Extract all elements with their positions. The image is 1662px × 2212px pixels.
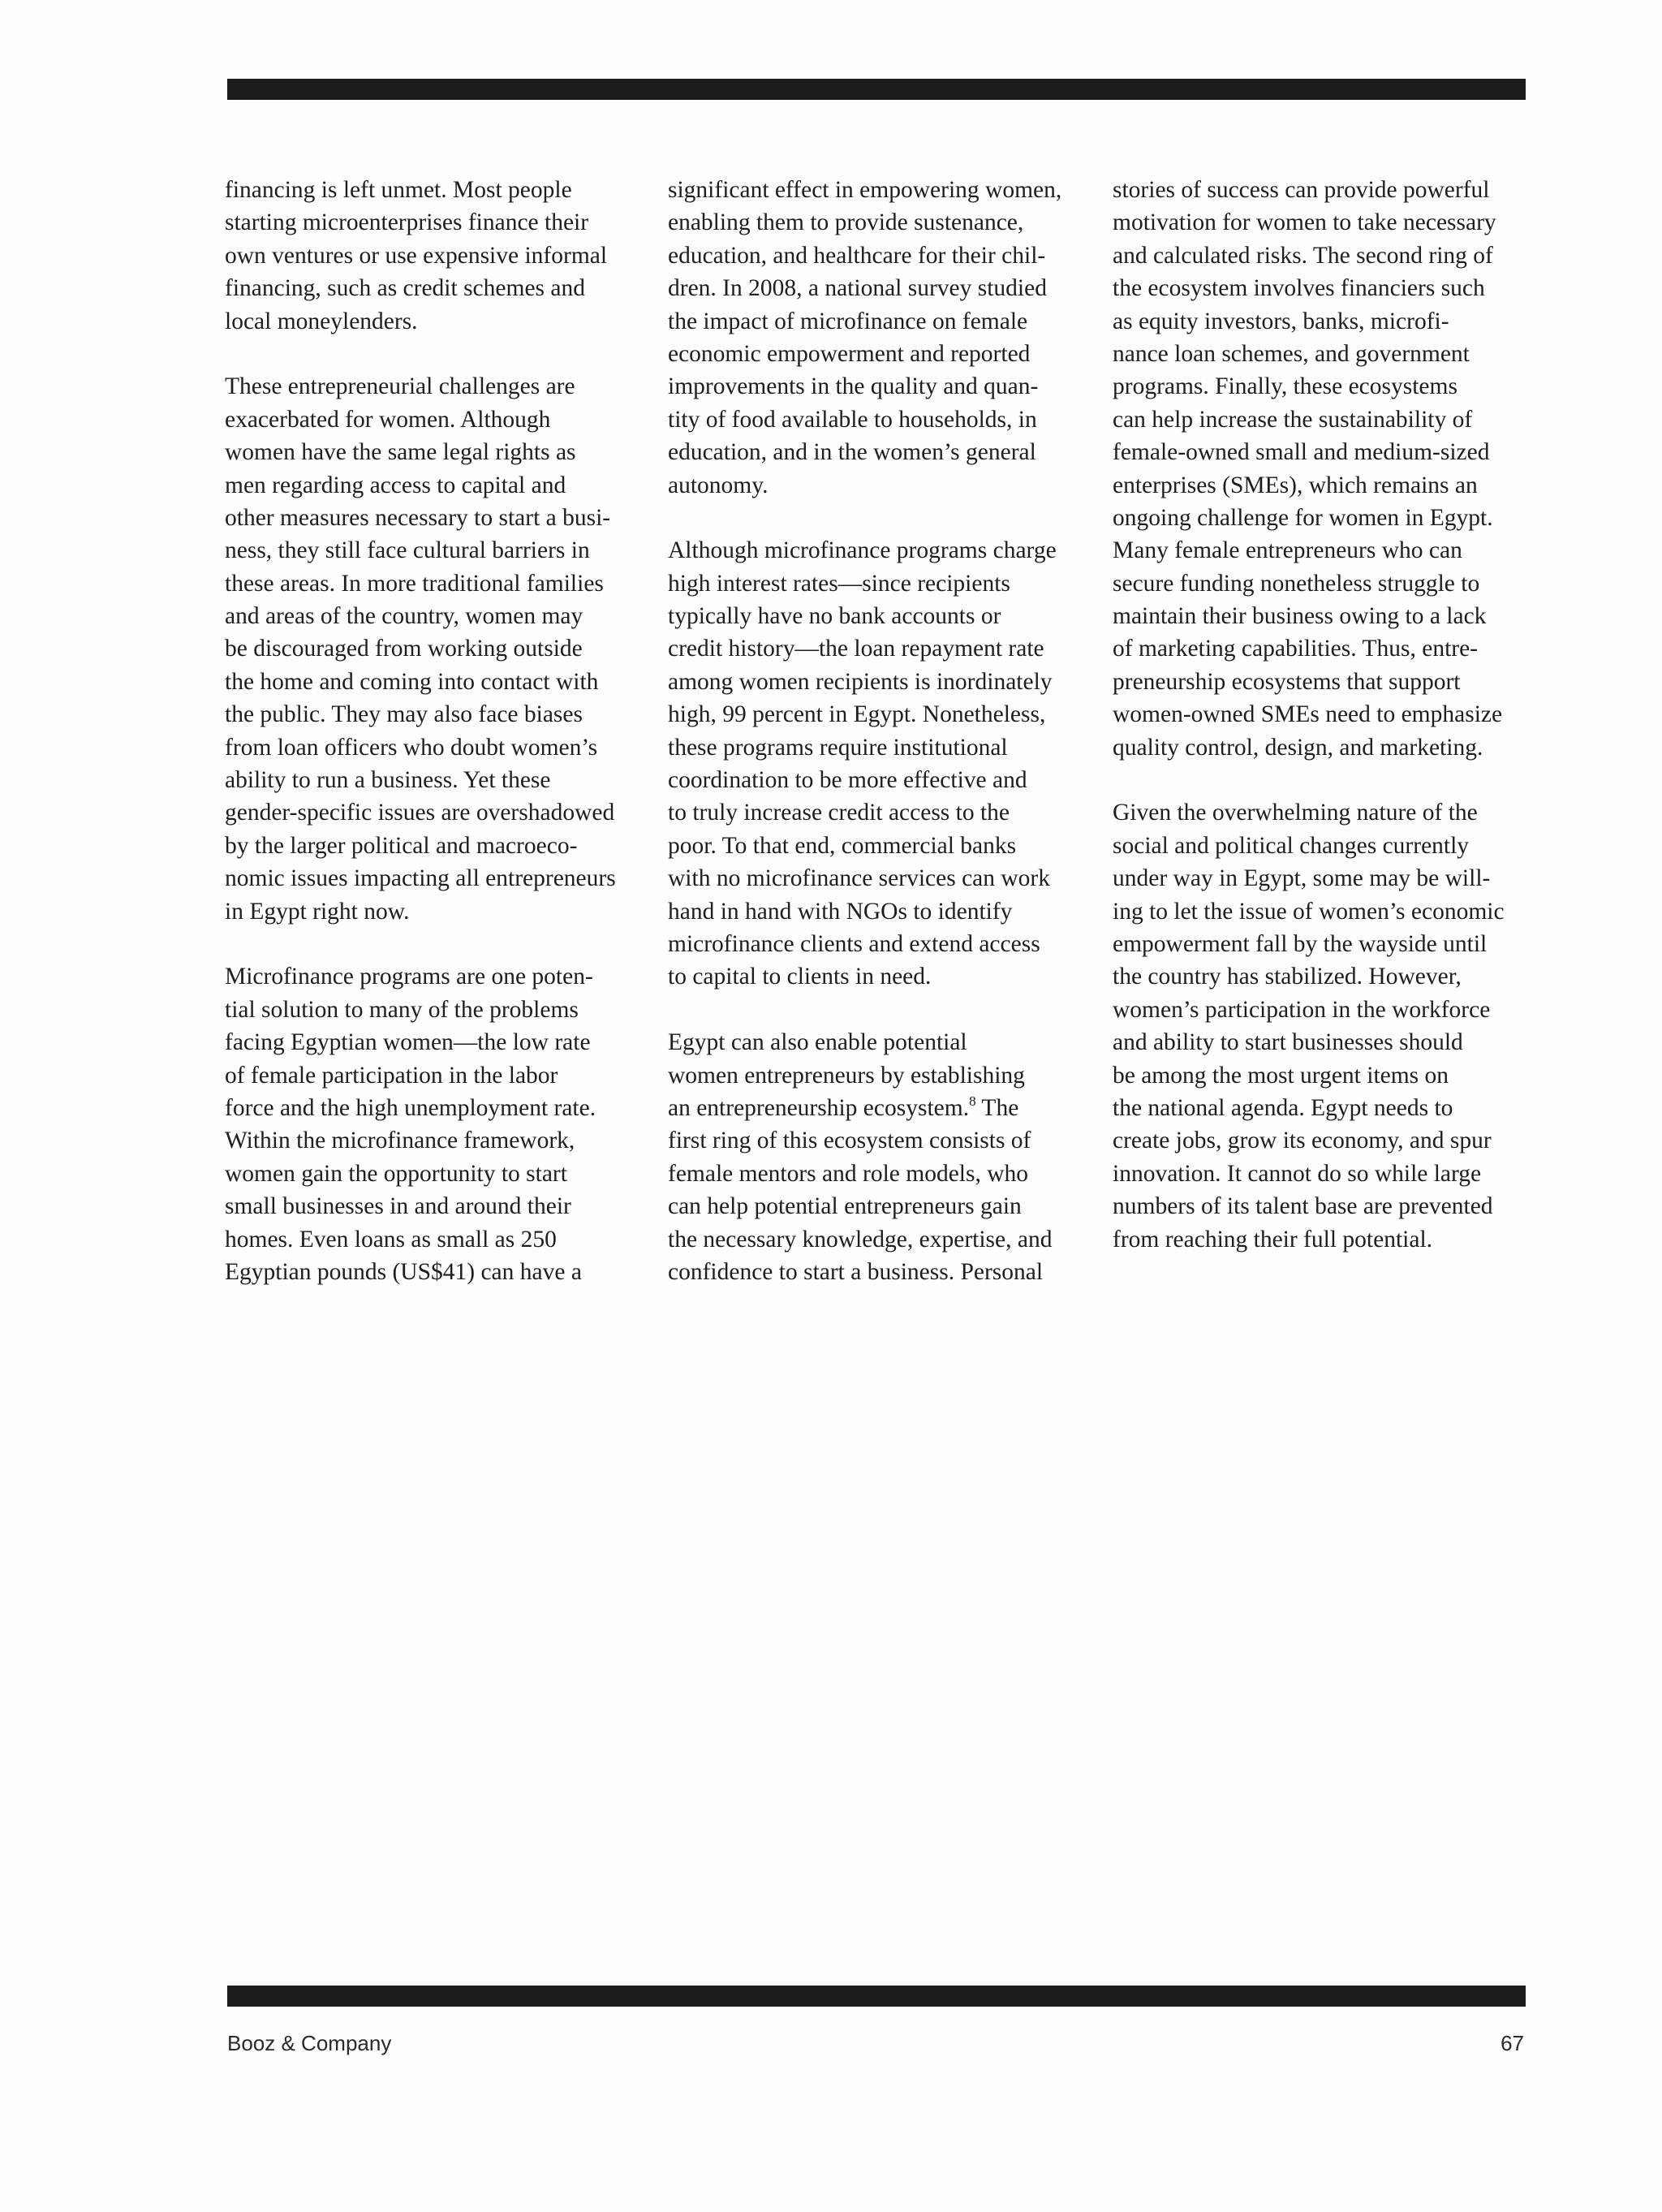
text-line-content: local moneylenders. — [225, 308, 418, 334]
text-line — [1113, 994, 1535, 1026]
text-line — [225, 731, 647, 764]
text-line-content: These entrepreneurial challenges are — [225, 373, 575, 400]
text-line-content: and calculated risks. The second ring of — [1113, 242, 1493, 269]
text-line-content: by the larger political and macroeco- — [225, 832, 578, 859]
text-line-content: numbers of its talent base are prevented — [1113, 1193, 1493, 1220]
text-line — [1113, 1059, 1535, 1092]
text-line-content: female mentors and role models, who — [668, 1160, 1029, 1187]
text-line-content: and ability to start businesses should — [1113, 1029, 1463, 1056]
text-line — [668, 174, 1090, 206]
text-line — [1113, 1223, 1535, 1256]
text-line — [225, 436, 647, 468]
text-line-content: poor. To that end, commercial banks — [668, 832, 1017, 859]
text-line-content: men regarding access to capital and — [225, 472, 566, 498]
text-line — [225, 960, 647, 993]
text-line — [1113, 338, 1535, 370]
text-line — [668, 764, 1090, 796]
text-line — [225, 272, 647, 304]
text-line — [668, 1124, 1090, 1157]
footer-page-number: 67 — [1501, 2031, 1524, 2055]
text-line-content: be discouraged from working outside — [225, 636, 583, 662]
text-line — [1113, 960, 1535, 993]
text-line — [668, 731, 1090, 764]
text-line-content: typically have no bank accounts or — [668, 603, 1001, 630]
text-line-content: Egypt can also enable potential — [668, 1029, 967, 1056]
text-line-content: an entrepreneurship ecosystem. — [668, 1094, 970, 1121]
text-line — [1113, 830, 1535, 862]
text-line — [1113, 272, 1535, 304]
text-line — [1113, 862, 1535, 895]
text-line-content: education, and healthcare for their chil- — [668, 242, 1046, 269]
text-line — [225, 764, 647, 796]
text-line — [668, 698, 1090, 731]
text-line — [668, 206, 1090, 239]
text-line — [668, 1059, 1090, 1092]
text-line — [225, 1092, 647, 1124]
text-line-content: the ecosystem involves financiers such — [1113, 275, 1485, 302]
text-line — [668, 534, 1090, 567]
text-line — [225, 1158, 647, 1190]
text-line-content: force and the high unemployment rate. — [225, 1094, 596, 1121]
text-line-content: gender-specific issues are overshadowed — [225, 800, 615, 826]
text-line-content: maintain their business owing to a lack — [1113, 603, 1487, 630]
text-line — [225, 469, 647, 502]
text-line-content: ability to run a business. Yet these — [225, 767, 551, 794]
text-line-content: enabling them to provide sustenance, — [668, 209, 1024, 236]
text-line — [1113, 632, 1535, 665]
text-line-content: ongoing challenge for women in Egypt. — [1113, 504, 1493, 531]
text-line-content: nance loan schemes, and government — [1113, 340, 1470, 367]
text-line — [1113, 1124, 1535, 1157]
text-line-content: high interest rates—since recipients — [668, 570, 1010, 597]
text-line-content: quality control, design, and marketing. — [1113, 734, 1483, 761]
text-line — [668, 895, 1090, 928]
text-line — [668, 567, 1090, 600]
text-line — [668, 928, 1090, 960]
footer-publisher: Booz & Company — [227, 2031, 392, 2055]
text-line — [1113, 174, 1535, 206]
text-line-content: innovation. It cannot do so while large — [1113, 1160, 1482, 1187]
text-line-content: the necessary knowledge, expertise, and — [668, 1226, 1053, 1253]
text-line-content: stories of success can provide powerful — [1113, 177, 1490, 203]
text-line-content: women gain the opportunity to start — [225, 1160, 567, 1187]
text-line-content: to capital to clients in need. — [668, 964, 932, 990]
text-line — [1113, 666, 1535, 698]
text-line-content: microfinance clients and extend access — [668, 930, 1040, 957]
text-line — [225, 567, 647, 600]
text-line-content: improvements in the quality and quan- — [668, 373, 1039, 400]
text-line — [225, 796, 647, 829]
text-line-content: women-owned SMEs need to emphasize — [1113, 701, 1503, 728]
text-line-content: motivation for women to take necessary — [1113, 209, 1496, 236]
text-line-content: preneurship ecosystems that support — [1113, 668, 1461, 695]
text-line — [668, 272, 1090, 304]
text-line — [668, 960, 1090, 993]
text-line-content: these areas. In more traditional families — [225, 570, 604, 597]
text-line — [1113, 239, 1535, 272]
text-line — [1113, 731, 1535, 764]
text-line-content: social and political changes currently — [1113, 832, 1470, 859]
text-line-content: the impact of microfinance on female — [668, 308, 1028, 334]
text-line-content: programs. Finally, these ecosystems — [1113, 373, 1457, 400]
text-line — [1113, 370, 1535, 403]
text-line — [668, 469, 1090, 502]
text-line — [225, 1256, 647, 1288]
text-line-content: significant effect in empowering women, — [668, 177, 1062, 203]
text-line-content: tial solution to many of the problems — [225, 996, 579, 1023]
text-line-content: first ring of this ecosystem consists of — [668, 1128, 1031, 1154]
text-line-content: ness, they still face cultural barriers in — [225, 537, 590, 564]
text-line — [1113, 403, 1535, 436]
paragraph-gap — [668, 502, 1090, 534]
text-line — [1113, 469, 1535, 502]
text-line-content: coordination to be more effective and — [668, 767, 1027, 794]
text-column-3 — [1113, 174, 1535, 1256]
text-line-content: the country has stabilized. However, — [1113, 964, 1462, 990]
text-line-content: the home and coming into contact with — [225, 668, 599, 695]
text-line — [1113, 436, 1535, 468]
text-line — [1113, 206, 1535, 239]
text-line — [225, 1026, 647, 1059]
text-line-content: education, and in the women’s general — [668, 439, 1036, 466]
text-line-content: be among the most urgent items on — [1113, 1062, 1449, 1089]
text-line — [225, 895, 647, 928]
text-line-content: women entrepreneurs by establishing — [668, 1062, 1025, 1089]
text-line-content: of female participation in the labor — [225, 1062, 558, 1089]
text-line — [1113, 895, 1535, 928]
text-line — [668, 862, 1090, 895]
text-line — [225, 534, 647, 567]
text-line — [1113, 600, 1535, 632]
text-line-content: credit history—the loan repayment rate — [668, 636, 1044, 662]
text-line — [668, 632, 1090, 665]
text-line — [1113, 1092, 1535, 1124]
text-line-content: among women recipients is inordinately — [668, 668, 1053, 695]
paragraph-gap — [668, 994, 1090, 1026]
paragraph-gap — [1113, 764, 1535, 796]
text-line — [1113, 567, 1535, 600]
text-line-content: the national agenda. Egypt needs to — [1113, 1094, 1453, 1121]
text-line-content: female-owned small and medium-sized — [1113, 439, 1490, 466]
text-line — [225, 239, 647, 272]
text-line — [225, 862, 647, 895]
text-line-content: high, 99 percent in Egypt. Nonetheless, — [668, 701, 1046, 728]
text-line-content: financing is left unmet. Most people — [225, 177, 572, 203]
text-line-content: can help increase the sustainability of — [1113, 406, 1473, 433]
text-line-content: the public. They may also face biases — [225, 701, 583, 728]
text-line — [1113, 1026, 1535, 1059]
text-line-content: from loan officers who doubt women’s — [225, 734, 598, 761]
text-line-content: women have the same legal rights as — [225, 439, 576, 466]
text-line — [668, 1158, 1090, 1190]
text-line-content: in Egypt right now. — [225, 898, 410, 925]
text-line — [1113, 1190, 1535, 1222]
paragraph-gap — [225, 338, 647, 370]
text-line-content: Given the overwhelming nature of the — [1113, 800, 1478, 826]
text-line — [225, 830, 647, 862]
text-line — [1113, 305, 1535, 338]
text-line-content: to truly increase credit access to the — [668, 800, 1010, 826]
text-line — [668, 600, 1090, 632]
text-line — [1113, 502, 1535, 534]
text-line-content: economic empowerment and reported — [668, 340, 1031, 367]
text-line — [1113, 534, 1535, 567]
text-line — [225, 632, 647, 665]
text-column-1 — [225, 174, 647, 1288]
text-line — [225, 994, 647, 1026]
text-line-content: facing Egyptian women—the low rate — [225, 1029, 591, 1056]
text-line — [668, 796, 1090, 829]
text-line-content: Within the microfinance framework, — [225, 1128, 575, 1154]
text-line-content: of marketing capabilities. Thus, entre- — [1113, 636, 1479, 662]
text-line-content: create jobs, grow its economy, and spur — [1113, 1128, 1492, 1154]
text-line-content: tity of food available to households, in — [668, 406, 1037, 433]
text-line-content: secure funding nonetheless struggle to — [1113, 570, 1480, 597]
text-line — [1113, 796, 1535, 829]
text-line — [668, 1092, 1090, 1124]
text-line-content: women’s participation in the workforce — [1113, 996, 1491, 1023]
text-line — [1113, 1158, 1535, 1190]
text-line-content: with no microfinance services can work — [668, 865, 1051, 892]
text-line-content: dren. In 2008, a national survey studied — [668, 275, 1047, 302]
text-line — [225, 1124, 647, 1157]
text-line-content: as equity investors, banks, microfi- — [1113, 308, 1449, 334]
text-column-2 — [668, 174, 1090, 1288]
text-line-content: other measures necessary to start a busi- — [225, 504, 611, 531]
text-line-content: enterprises (SMEs), which remains an — [1113, 472, 1478, 498]
footnote-reference[interactable]: 8 — [969, 1093, 976, 1109]
text-line — [668, 370, 1090, 403]
text-line — [668, 305, 1090, 338]
text-line-continuation: The — [975, 1094, 1019, 1121]
text-line — [225, 403, 647, 436]
text-line-content: financing, such as credit schemes and — [225, 275, 585, 302]
text-line — [1113, 928, 1535, 960]
text-line — [668, 830, 1090, 862]
text-line — [668, 403, 1090, 436]
text-line — [225, 370, 647, 403]
text-line-content: own ventures or use expensive informal — [225, 242, 608, 269]
text-line-content: ing to let the issue of women’s economic — [1113, 898, 1505, 925]
text-line — [668, 1190, 1090, 1222]
text-line — [668, 239, 1090, 272]
text-line-content: exacerbated for women. Although — [225, 406, 551, 433]
text-line — [225, 502, 647, 534]
text-line-content: hand in hand with NGOs to identify — [668, 898, 1013, 925]
text-line-content: nomic issues impacting all entrepreneurs — [225, 865, 616, 892]
text-line — [225, 305, 647, 338]
text-line — [1113, 698, 1535, 731]
text-line-content: Although microfinance programs charge — [668, 537, 1057, 564]
text-line — [225, 1190, 647, 1222]
text-line — [668, 1223, 1090, 1256]
text-line — [668, 666, 1090, 698]
text-line — [225, 1223, 647, 1256]
text-line-content: starting microenterprises finance their — [225, 209, 589, 236]
text-line — [225, 1059, 647, 1092]
text-line-content: homes. Even loans as small as 250 — [225, 1226, 557, 1253]
text-line — [225, 698, 647, 731]
text-line-content: small businesses in and around their — [225, 1193, 571, 1220]
text-line-content: empowerment fall by the wayside until — [1113, 930, 1488, 957]
text-line — [225, 174, 647, 206]
top-rule — [227, 79, 1526, 100]
bottom-rule — [227, 1986, 1526, 2007]
text-line-content: Microfinance programs are one poten- — [225, 964, 593, 990]
text-line-content: Egyptian pounds (US$41) can have a — [225, 1258, 582, 1285]
text-line — [225, 600, 647, 632]
text-line — [668, 338, 1090, 370]
text-line-content: Many female entrepreneurs who can — [1113, 537, 1462, 564]
text-line-content: can help potential entrepreneurs gain — [668, 1193, 1022, 1220]
paragraph-gap — [225, 928, 647, 960]
text-line-content: these programs require institutional — [668, 734, 1008, 761]
text-line-content: and areas of the country, women may — [225, 603, 583, 630]
text-line — [668, 1026, 1090, 1059]
text-line — [668, 436, 1090, 468]
text-line-content: confidence to start a business. Personal — [668, 1258, 1044, 1285]
text-line-content: under way in Egypt, some may be will- — [1113, 865, 1491, 892]
text-line — [225, 666, 647, 698]
text-line-content: autonomy. — [668, 472, 769, 498]
text-line — [225, 206, 647, 239]
text-line-content: from reaching their full potential. — [1113, 1226, 1433, 1253]
text-line — [668, 1256, 1090, 1288]
